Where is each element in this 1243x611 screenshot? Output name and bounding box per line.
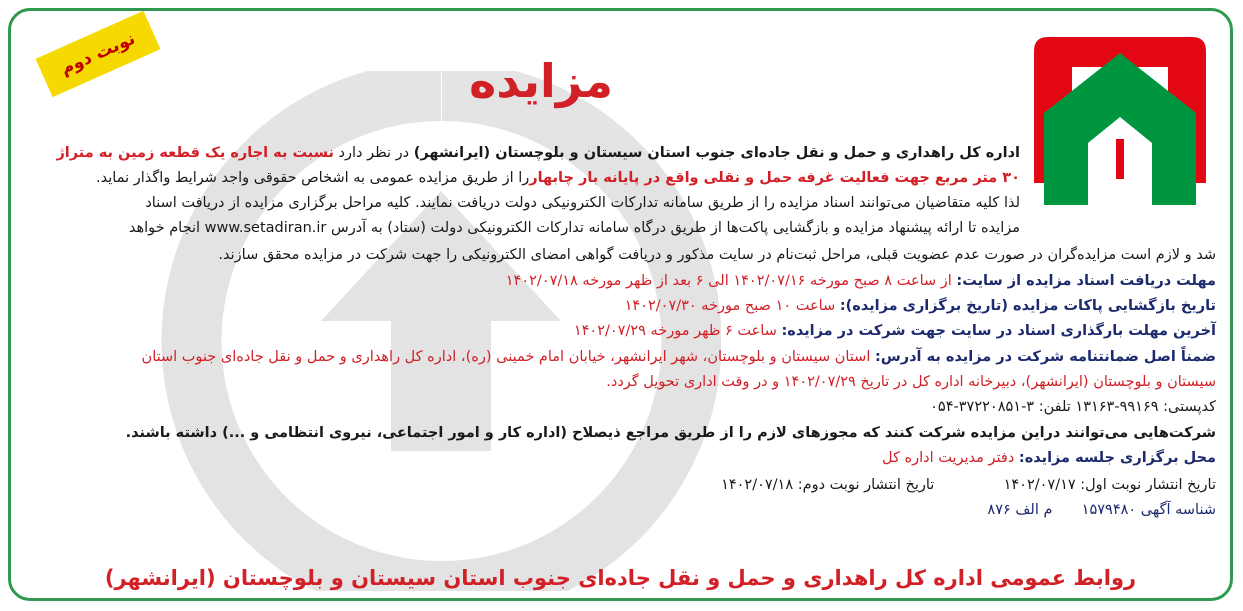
upload-deadline-label: آخرین مهلت بارگذاری اسناد در سایت جهت شرکت در مزایده: <box>781 323 1216 339</box>
guarantee-address-a: استان سیستان و بلوچستان، شهر ایرانشهر، خیابان امام خمینی (ره)، اداره کل راهداری و حمل و نقل جاده‌ای جنوب استان <box>141 349 871 365</box>
intro-line-4: مزایده تا ارائه پیشنهاد مزایده و بازگشایی پاکت‌ها از طریق درگاه سامانه تدارکات الکترونیکی دولت (ستاد) به آدرس www.setadiran.ir انجام خواهد <box>128 220 1020 236</box>
intro-line-1 <box>25 141 1020 165</box>
receive-deadline <box>25 269 1216 293</box>
eligibility-notice: شرکت‌هایی می‌توانند دراین مزایده شرکت کنند که مجوزهای لازم را از طریق مراجع ذیصلاح (اداره کار و امور اجتماعی، نیروی انتظامی و ...) داشته باشند. <box>125 425 1216 441</box>
opening-date <box>25 294 1216 318</box>
guarantee-line-1 <box>25 345 1216 369</box>
receive-deadline-value: از ساعت ۸ صبح مورخه ۱۴۰۲/۰۷/۱۶ الی ۶ بعد از ظهر مورخه ۱۴۰۲/۰۷/۱۸ <box>505 273 952 289</box>
upload-deadline-value: ساعت ۶ ظهر مورخه ۱۴۰۲/۰۷/۲۹ <box>573 323 777 339</box>
intro-line-3: لذا کلیه متقاضیان می‌توانند اسناد مزایده را از طریق سامانه تدارکات الکترونیکی دولت دریافت نمایند. کلیه مراحل برگزاری مزایده از دریافت اسناد <box>145 195 1020 211</box>
upload-deadline <box>25 319 1216 343</box>
contact-info: کدپستی: ۹۹۱۶۹-۱۳۱۶۳ تلفن: ۳-۳۷۲۲۰۸۵۱-۰۵۴ <box>930 399 1216 415</box>
intent-text: در نظر دارد <box>338 145 410 161</box>
subject-text-a: نسبت به اجاره یک قطعه زمین به متراژ <box>56 145 334 161</box>
publish-dates <box>25 473 1216 497</box>
guarantee-address-b: سیستان و بلوچستان (ایرانشهر)، دبیرخانه اداره کل در تاریخ ۱۴۰۲/۰۷/۲۹ و در وقت اداری تحویل گردد. <box>606 374 1216 390</box>
publish-second: تاریخ انتشار نوبت دوم: ۱۴۰۲/۰۷/۱۸ <box>721 477 935 493</box>
subject-text-b: ۳۰ متر مربع جهت فعالیت غرفه حمل و نقلی واقع در پایانه بار چابهار <box>529 170 1020 186</box>
ad-code: م الف ۸۷۶ <box>987 502 1053 518</box>
ad-identifiers <box>25 498 1216 522</box>
organization-name: اداره کل راهداری و حمل و نقل جاده‌ای جنوب استان سیستان و بلوچستان (ایرانشهر) <box>413 145 1020 161</box>
road-administration-logo <box>1032 33 1208 211</box>
footer-public-relations: روابط عمومی اداره کل راهداری و حمل و نقل جاده‌ای جنوب استان سیستان و بلوچستان (ایرانشهر) <box>104 566 1137 590</box>
opening-date-value: ساعت ۱۰ صبح مورخه ۱۴۰۲/۰۷/۳۰ <box>624 298 836 314</box>
guarantee-label: ضمناً اصل ضمانتنامه شرکت در مزایده به آدرس: <box>874 349 1216 365</box>
publish-first: تاریخ انتشار نوبت اول: ۱۴۰۲/۰۷/۱۷ <box>1003 477 1216 493</box>
ad-id: شناسه آگهی ۱۵۷۹۴۸۰ <box>1081 502 1216 518</box>
venue-label: محل برگزاری جلسه مزایده: <box>1018 450 1216 466</box>
intro-rest: را از طریق مزایده عمومی به اشخاص حقوقی واجد شرایط واگذار نماید. <box>96 170 530 186</box>
guarantee-line-2 <box>25 370 1216 394</box>
venue-value: دفتر مدیریت اداره کل <box>882 450 1015 466</box>
intro-line-5: شد و لازم است مزایده‌گران در صورت عدم عضویت قبلی، مراحل ثبت‌نام در سایت مذکور و دریافت گواهی امضای الکترونیکی را جهت شرکت در مزایده محقق سازند. <box>218 247 1216 263</box>
receive-deadline-label: مهلت دریافت اسناد مزایده از سایت: <box>956 273 1216 289</box>
opening-date-label: تاریخ بازگشایی پاکات مزایده (تاریخ برگزاری مزایده): <box>839 298 1216 314</box>
page-title: مزایده <box>469 54 613 108</box>
venue <box>25 446 1216 470</box>
notice-frame <box>8 8 1233 601</box>
intro-line-2 <box>25 166 1020 190</box>
second-round-badge: نوبت دوم <box>36 11 161 97</box>
